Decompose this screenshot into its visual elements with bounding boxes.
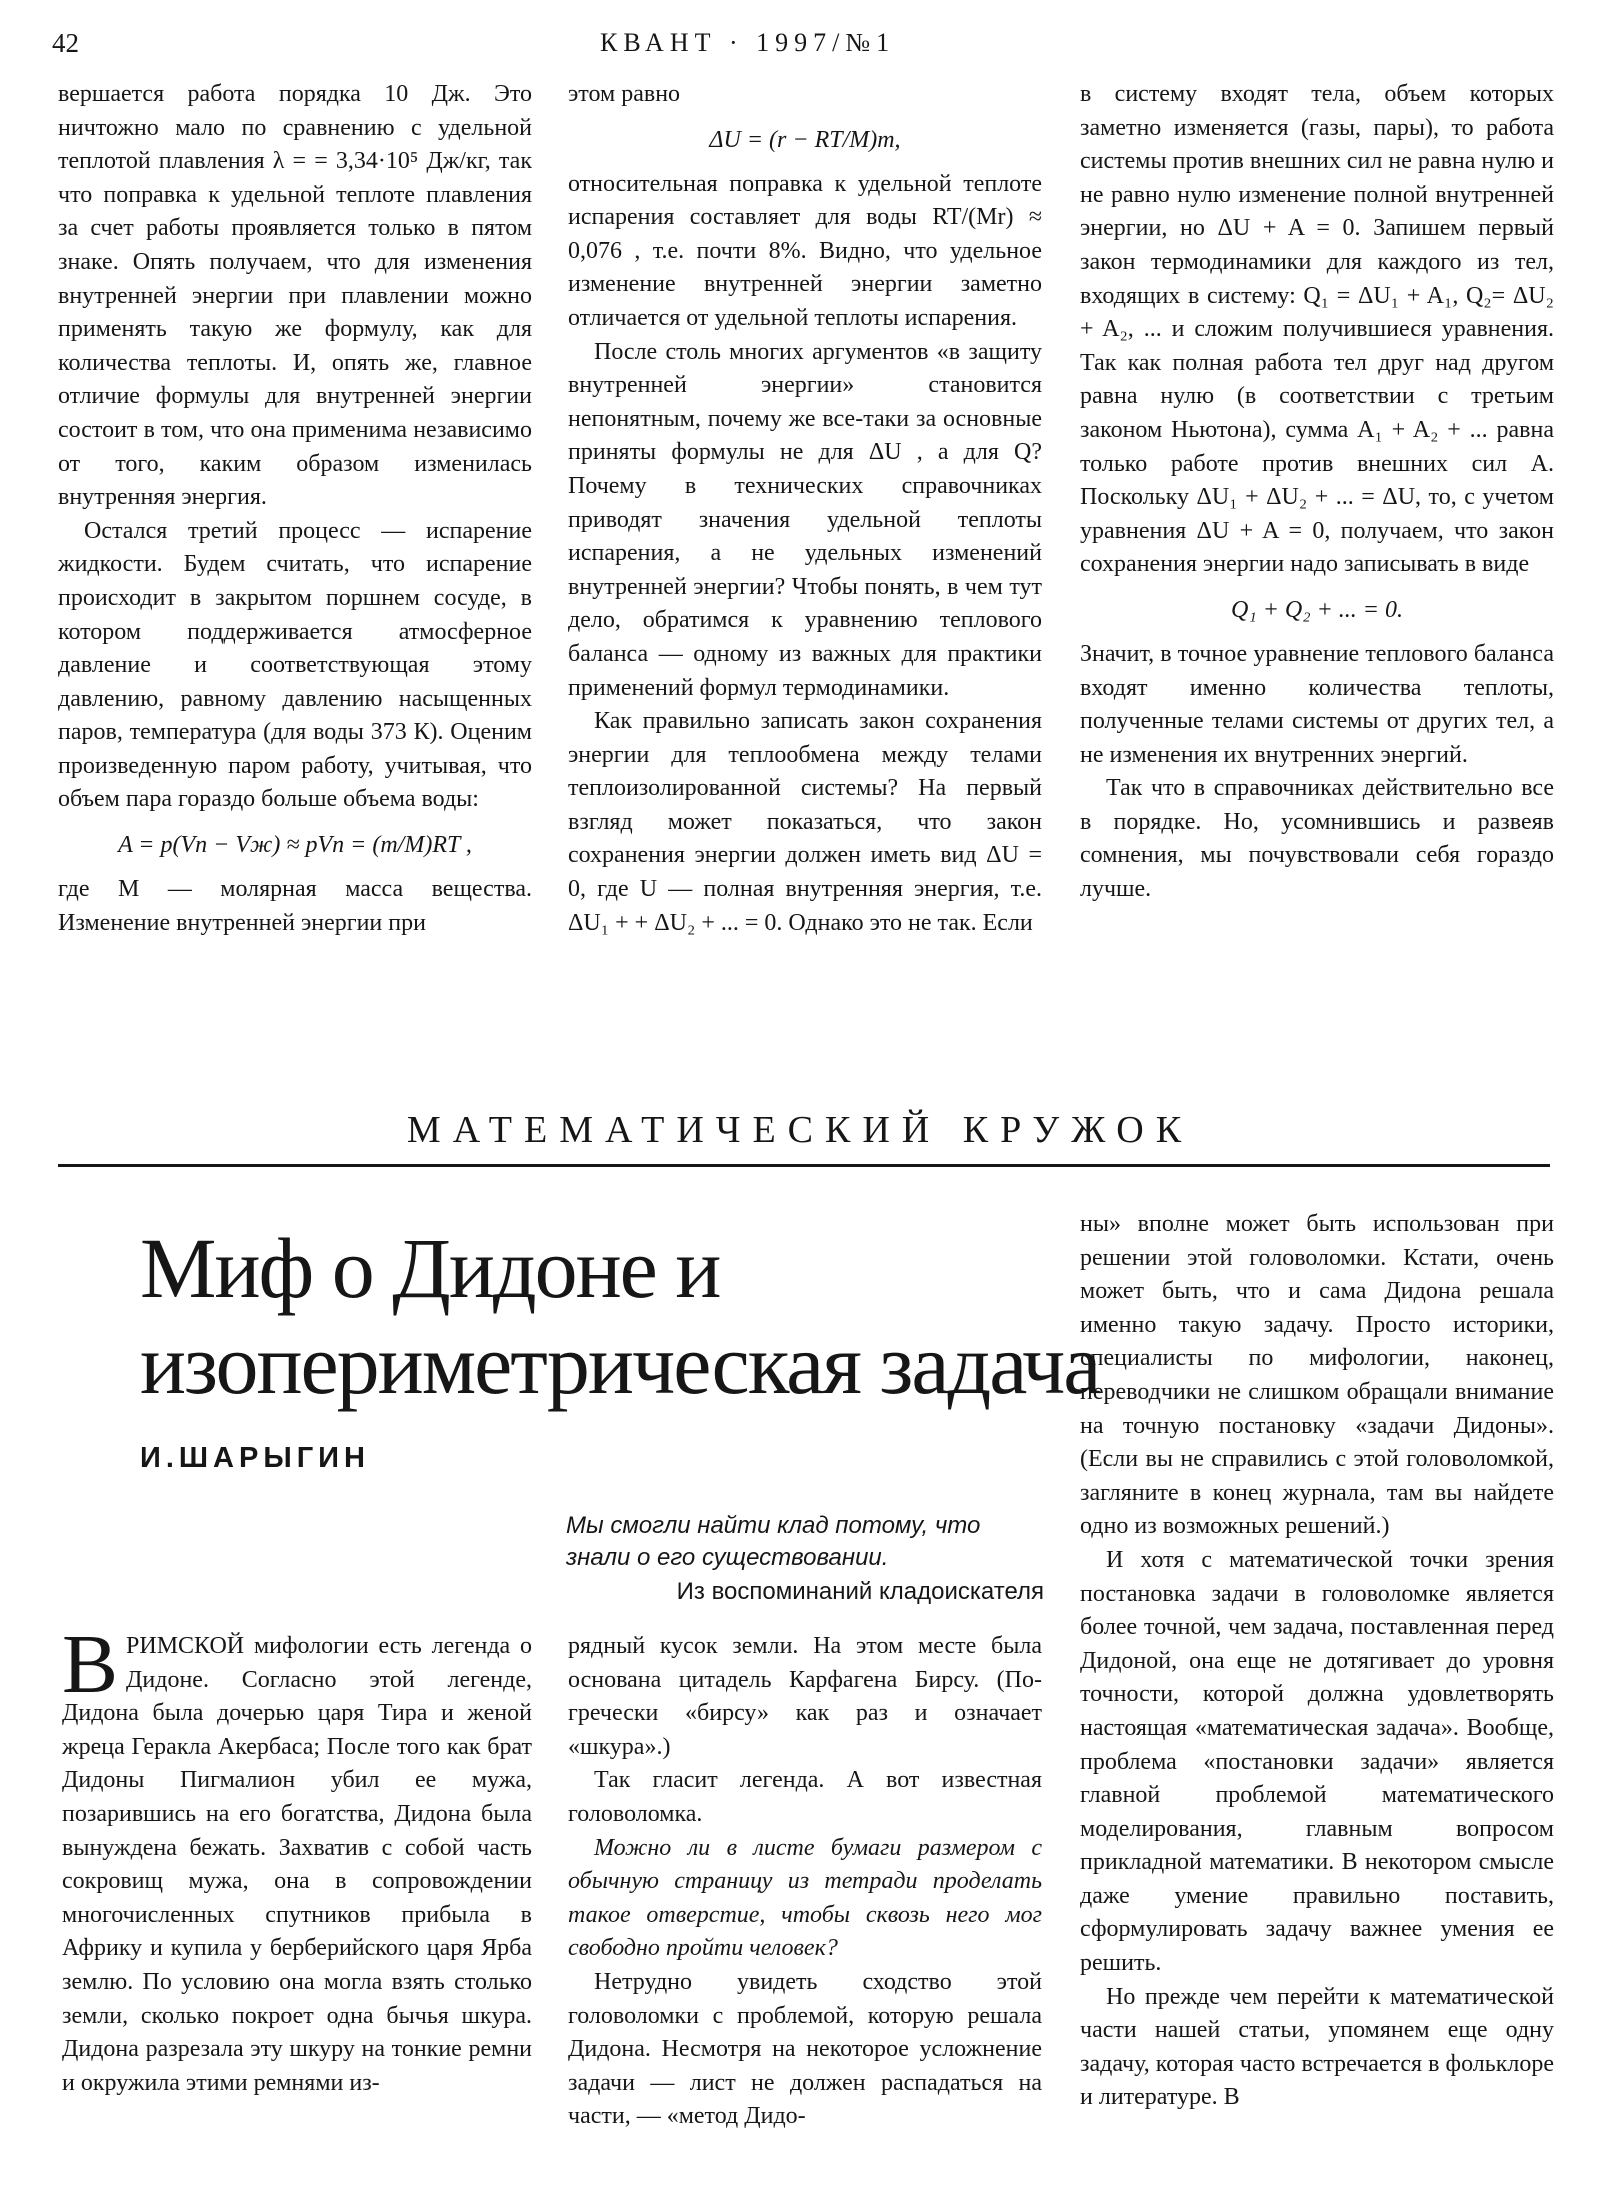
paragraph: Как правильно записать закон сохранения энергии для теплообмена между телами теплоизолированной системы? На первый взгляд может показаться, что закон сохранения энергии должен иметь вид ΔU = 0, где U — полная внутренняя энергия, т.е. ΔU₁ + + ΔU₂ + ... = 0. Однако это не так. Если xyxy=(568,708,1042,936)
article-title-line-1: Миф о Дидоне и xyxy=(140,1220,720,1316)
top-column-1 xyxy=(58,78,532,940)
article-column-1 xyxy=(62,1618,532,2100)
page-number: 42 xyxy=(52,28,79,58)
paragraph: ны» вполне может быть использован при решении этой головоломки. Кстати, очень может быть, что и сама Дидона решала именно такую задачу. Просто историки, специалисты по мифологии, наконец, переводчики не слишком обращали внимание на точную постановку «задачи Дидоны». (Если вы не справились с этой головоломкой, загляните в конец журнала, там вы найдете одно из возможных решений.) xyxy=(1080,1211,1554,1540)
paragraph: После столь многих аргументов «в защиту внутренней энергии» становится непонятным, почему же все-таки за основные приняты формулы не для ΔU , а для Q? Почему в технических справочниках приводят значения удельной теплоты испарения, а не удельных изменений внутренней энергии? Чтобы понять, в чем тут дело, обратимся к уравнению теплового баланса — одному из важных для практики применений формул термодинамики. xyxy=(568,338,1042,701)
top-column-2 xyxy=(568,78,1042,940)
paragraph-text: РИМСКОЙ мифологии есть легенда о Дидоне. Согласно этой легенде, Дидона была дочерью царя Тира и женой жреца Геракла Акербаса; После того как брат Дидоны Пигмалион убил ее мужа, позарившись на его богатства, Дидона была вынуждена бежать. Захватив с собой часть сокровищ мужа, она в сопровождении многочисленных спутников прибыла в Африку и купила у берберийского царя Ярба землю. По условию она могла взять столько земли, сколько покроет одна бычья шкура. Дидона разрезала эту шкуру на тонкие ремни и окружила этими ремнями из- xyxy=(62,1633,532,2096)
paragraph: где M — молярная масса вещества. Изменение внутренней энергии при xyxy=(58,876,532,936)
paragraph: Но прежде чем перейти к математической части нашей статьи, упомянем еще одну задачу, которая часто встречается в фольклоре и литературе. В xyxy=(1080,1983,1554,2111)
paragraph: И хотя с математической точки зрения постановка задачи в головоломке является более точной, чем задача, поставленная перед Дидоной, она еще не дотягивает до уровня точности, которой должна удовлетворять настоящая «математическая задача». Вообще, проблема «постановки задачи» является главной проблемой математического моделирования, главным вопросом прикладной математики. В некотором смысле даже умение правильно поставить, сформулировать задачу важнее умения ее решить. xyxy=(1080,1546,1554,1977)
article-column-3 xyxy=(1080,1208,1554,2115)
paragraph: рядный кусок земли. На этом месте была основана цитадель Карфагена Бирсу. (По-гречески «бирсу» как раз и означает «шкура».) xyxy=(568,1633,1042,1760)
paragraph: Остался третий процесс — испарение жидкости. Будем считать, что испарение происходит в закрытом поршнем сосуде, в котором поддерживается атмосферное давление и соответствующая этому давлению, равному давлению насыщенных паров, температура (для воды 373 К). Оценим произведенную паром работу, учитывая, что объем пара гораздо больше объема воды: xyxy=(58,517,532,813)
article-author: И.ШАРЫГИН xyxy=(140,1442,370,1474)
top-column-3 xyxy=(1080,78,1554,907)
paragraph: вершается работа порядка 10 Дж. Это ничтожно мало по сравнению с удельной теплотой плавления λ = = 3,34·10⁵ Дж/кг, так что поправка к удельной теплоте плавления за счет работы проявляется только в пятом знаке. Опять получаем, что для изменения внутренней энергии при плавлении можно применять такую же формулу, как для количества теплоты. И, опять же, главное отличие формулы для внутренней энергии состоит в том, что она применима независимо от того, каким образом изменилась внутренняя энергия. xyxy=(58,81,532,511)
section-title: МАТЕМАТИЧЕСКИЙ КРУЖОК xyxy=(406,1109,1194,1151)
paragraph xyxy=(62,1618,532,2100)
article-column-2 xyxy=(568,1630,1042,2134)
section-divider xyxy=(58,1164,1550,1167)
drop-cap: В xyxy=(62,1618,119,1711)
paragraph: Так гласит легенда. А вот известная головоломка. xyxy=(568,1767,1042,1827)
paragraph: в систему входят тела, объем которых заметно изменяется (газы, пары), то работа системы против внешних сил не равна нулю и не равно нулю изменение полной внутренней энергии, но ΔU + A = 0. Запишем первый закон термодинамики для каждого из тел, входящих в систему: Q₁ = ΔU₁ + A₁, Q₂= ΔU₂ + A₂, ... и сложим получившиеся уравнения. Так как полная работа тел друг над другом равна нулю (в соответствии с третьим законом Ньютона), сумма A₁ + A₂ + ... равна только работе против внешних сил A. Поскольку ΔU₁ + ΔU₂ + ... = ΔU, то, с учетом уравнения ΔU + A = 0, получаем, что закон сохранения энергии надо записывать в виде xyxy=(1080,81,1554,578)
formula-work: A = p(Vп − Vж) ≈ pVп = (m/M)RT , xyxy=(118,832,472,859)
paragraph: Значит, в точное уравнение теплового баланса входят именно количества теплоты, полученные телами системы от других тел, а не изменения их внутренних энергий. xyxy=(1080,640,1554,768)
epigraph-source: Из воспоминаний кладоискателя xyxy=(676,1578,1044,1605)
formula-heat-balance: Q₁ + Q₂ + ... = 0. xyxy=(1231,596,1403,623)
paragraph: Нетрудно увидеть сходство этой головоломки с проблемой, которую решала Дидона. Несмотря на некоторое усложнение задачи — лист не должен распадаться на части, — «метод Дидо- xyxy=(568,1968,1042,2130)
running-head: КВАНТ · 1997/№1 xyxy=(600,28,896,57)
puzzle-statement: Можно ли в листе бумаги размером с обычную страницу из тетради проделать такое отверстие, чтобы сквозь него мог свободно пройти человек? xyxy=(568,1834,1042,1962)
article-title-line-2: изопериметрическая задача xyxy=(140,1316,1100,1412)
paragraph: этом равно xyxy=(568,81,681,107)
formula-delta-u: ΔU = (r − RT/M)m, xyxy=(709,126,901,153)
article-title xyxy=(140,1220,1099,1412)
epigraph-text: Мы смогли найти клад потому, что знали о его существовании. xyxy=(566,1512,981,1571)
paragraph: относительная поправка к удельной теплоте испарения составляет для воды RT/(Mr) ≈ 0,076 , т.е. почти 8%. Видно, что удельное изменение внутренней энергии заметно отличается от удельной теплоты испарения. xyxy=(568,170,1042,331)
paragraph: Так что в справочниках действительно все в порядке. Но, усомнившись и развеяв сомнения, мы почувствовали себя гораздо лучше. xyxy=(1080,775,1554,903)
